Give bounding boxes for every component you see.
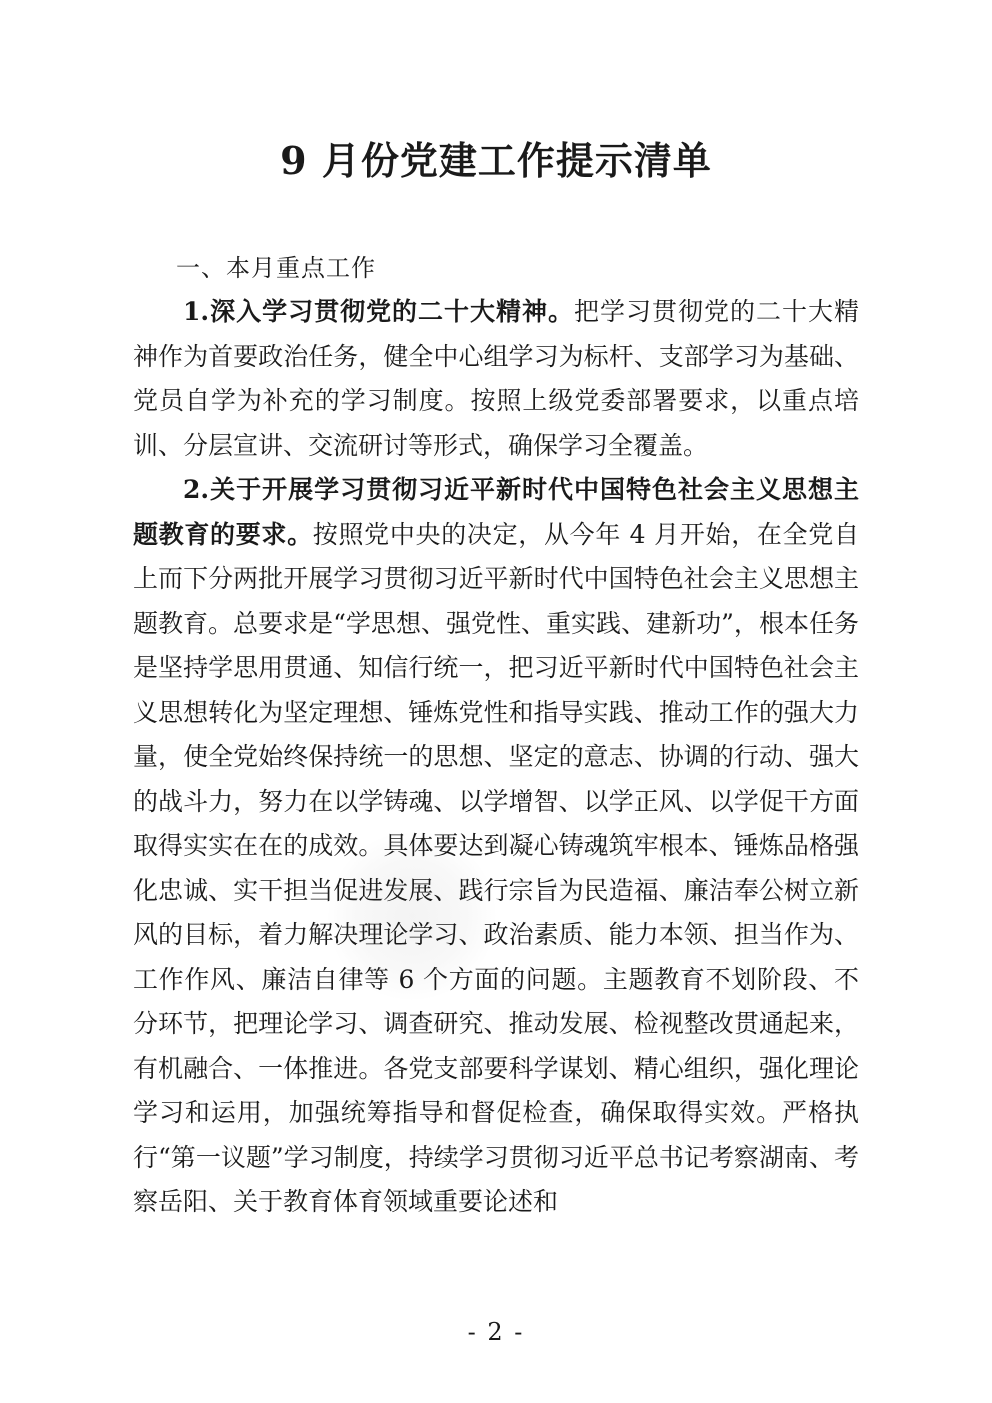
paragraph-2	[133, 468, 859, 1225]
paragraph-2-text: 按照党中央的决定，从今年 4 月开始，在全党自上而下分两批开展学习贯彻习近平新时代中国特色社会主义思想主题教育。总要求是“学思想、强党性、重实践、建新功”，根本任务是坚持学思用贯通、知信行统一，把习近平新时代中国特色社会主义思想转化为坚定理想、锤炼党性和指导实践、推动工作的强大力量，使全党始终保持统一的思想、坚定的意志、协调的行动、强大的战斗力，努力在以学铸魂、以学增智、以学正风、以学促干方面取得实实在在的成效。具体要达到凝心铸魂筑牢根本、锤炼品格强化忠诚、实干担当促进发展、践行宗旨为民造福、廉洁奉公树立新风的目标，着力解决理论学习、政治素质、能力本领、担当作为、工作作风、廉洁自律等 6 个方面的问题。主题教育不划阶段、不分环节，把理论学习、调查研究、推动发展、检视整改贯通起来，有机融合、一体推进。各党支部要科学谋划、精心组织，强化理论学习和运用，加强统筹指导和督促检查，确保取得实效。严格执行“第一议题”学习制度，持续学习贯彻习近平总书记考察湖南、考察岳阳、关于教育体育领域重要论述和	[133, 519, 859, 1216]
section-heading: 一、本月重点工作	[176, 254, 376, 282]
paragraph-1	[133, 290, 859, 468]
paragraph-1-lead: 1.深入学习贯彻党的二十大精神。	[183, 297, 575, 326]
document-body	[133, 290, 859, 1225]
page-number: - 2 -	[467, 1318, 525, 1346]
page-title: 9 月份党建工作提示清单	[280, 138, 712, 183]
paragraph-2-lead: 2.关于开展学习贯彻习近平新时代中国特色社会主义思想主题教育的要求。	[133, 475, 859, 549]
paragraph-1-text: 把学习贯彻党的二十大精神作为首要政治任务，健全中心组学习为标杆、支部学习为基础、党员自学为补充的学习制度。按照上级党委部署要求，以重点培训、分层宣讲、交流研讨等形式，确保学习全覆盖。	[133, 297, 859, 460]
